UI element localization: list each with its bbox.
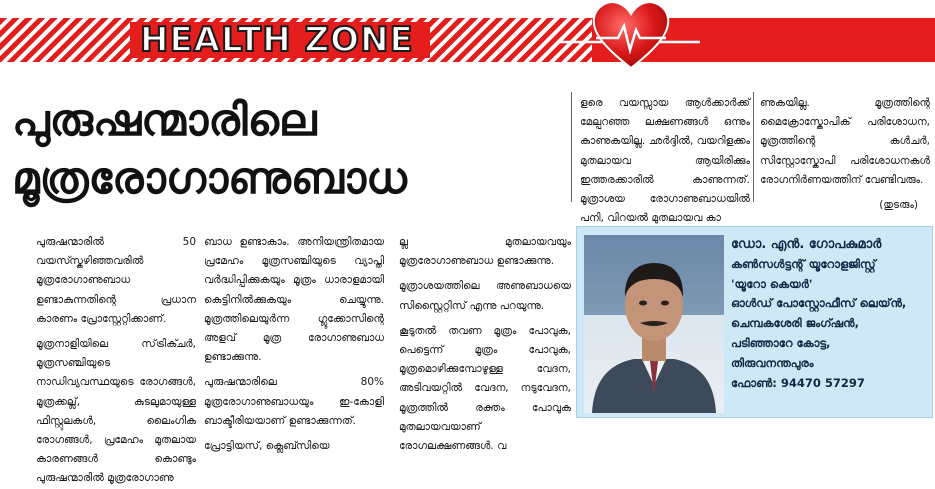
author-name: ഡോ. എൻ. ഗോപകുമാർ — [731, 237, 882, 252]
paragraph: മൂത്രനാളിയിലെ സ്‌ട്രിക്ചർ, മൂത്രസഞ്ചിയുടെ നാഡിവ്യവസ്ഥയുടെ രോഗങ്ങൾ, മൂത്രക്കല്ല്, കുടലുമായുള്ള ഫിസ്റ്റുലകൾ, ലൈംഗിക രോഗങ്ങൾ, പ്രമേഹം മുതലായ കാരണങ്ങൾ കൊണ്ടും പുരുഷന്മാരിൽ മൂത്രരോഗാണു — [36, 338, 196, 485]
address-line-1: ഓൾഡ് പോസ്റ്റോഫീസ് ലെയ്ൻ, — [731, 296, 907, 311]
section-title: HEALTH ZONE — [140, 20, 414, 60]
paragraph: മൂത്രാശയത്തിലെ അണുബാധയെ സിസ്റ്റൈറ്റിസ് എന്നു പറയുന്നു. — [399, 280, 571, 312]
author-designation: കൺസൾട്ടന്റ് യൂറോളജിസ്റ്റ് — [731, 256, 876, 271]
paragraph: പ്രോട്ടിയസ്, ക്ലെബ്സിയെ — [204, 440, 330, 453]
continued-label: (തുടരും) — [879, 199, 918, 212]
paragraph: പുരുഷന്മാരിൽ 50 വയസ്സ്കഴിഞ്ഞവരിൽ മൂത്രരോഗാണുബാധ ഉണ്ടാകുന്നതിന്റെ പ്രധാന കാരണം പ്രോസ്റ്റേറ്റിക്കാണ്. — [36, 236, 196, 325]
address-line-2: ചെമ്പകശേരി ജംഗ്ഷൻ, — [731, 316, 859, 331]
article-headline — [12, 92, 552, 208]
article-column-5 — [760, 94, 930, 212]
author-photo — [584, 235, 724, 413]
column-divider — [753, 92, 754, 202]
clinic-name: 'യൂറോ കെയർ' — [731, 276, 813, 291]
paragraph: കൂടുതൽ തവണ മൂത്രം പോവുക, പെട്ടെന്ന് മൂത്രം പോവുക, മൂത്രമൊഴിക്കുമ്പോഴുള്ള വേദന, അടിവയറ്റിൽ വേദന, നടുവേദന, മൂത്രത്തിൽ രക്തം പോവുക മുതലായവയാണ് രോഗലക്ഷണങ്ങൾ. വ — [399, 324, 571, 453]
person-silhouette-icon — [584, 235, 724, 413]
article-column-4 — [580, 94, 750, 225]
paragraph: ളരെ വയസ്സായ ആൾക്കാർക്ക് മേല്പറഞ്ഞ ലക്ഷണങ്ങൾ ഒന്നും കാണുകയില്ല. ഛർദ്ദിൽ, വയറിളക്കം മുതലായവ ആയിരിക്കും ഇത്തരക്കാരിൽ കാണുന്നത്. മൂത്രാശയ രോഗാണുബാധയിൽ പനി, വിറയൽ മുതലായവ കാ — [580, 97, 750, 225]
article-column-3 — [399, 233, 571, 453]
section-header — [0, 0, 935, 74]
article-column-2 — [204, 233, 384, 453]
article-column-1 — [36, 233, 196, 485]
phone-number: ഫോൺ: 94470 57297 — [731, 375, 865, 390]
heart-icon — [590, 0, 672, 72]
city: തിരുവനന്തപുരം — [731, 355, 814, 370]
column-divider — [571, 92, 572, 202]
author-box — [576, 226, 933, 418]
headline-line-2: മൂത്രരോഗാണുബാധ — [12, 153, 407, 204]
paragraph: ബാധ ഉണ്ടാകാം. അനിയന്ത്രിതമായ പ്രമേഹം മൂത്രസഞ്ചിയുടെ വ്യാപ്തി വർദ്ധിപ്പിക്കുകയും മൂത്രം ധാരാളമായി കെട്ടിനിൽക്കുകയും ചെയ്യുന്നു. മൂത്രത്തിലെയുർന്ന ഗ്ലൂക്കോസിന്റെ അളവ് മൂത്ര രോഗാണുബാധ ഉണ്ടാക്കുന്നു. — [204, 236, 384, 364]
paragraph: പുരുഷന്മാരിലെ 80% മൂത്രരോഗാണുബാധയും ഇ-കോളി ബാക്ടീരിയയാണ് ഉണ്ടാക്കുന്നത്. — [204, 376, 384, 427]
address-line-3: പടിഞ്ഞാറേ കോട്ട, — [731, 335, 831, 350]
author-details — [731, 235, 931, 393]
headline-line-1: പുരുഷന്മാരിലെ — [12, 95, 317, 146]
paragraph: ണുകയില്ല. മൂത്രത്തിന്റെ മൈക്രോസ്കോപിക് പരിശോധന, മൂത്രത്തിന്റെ കൾചർ, സിസ്റ്റോസ്കോപി പരിശോധനകൾ രോഗനിർണയത്തിന് വേണ്ടിവരും. — [760, 97, 930, 186]
paragraph: ല്ല മുതലായവയും മൂത്രരോഗാണുബാധ ഉണ്ടാക്കുന്നു. — [399, 236, 571, 268]
